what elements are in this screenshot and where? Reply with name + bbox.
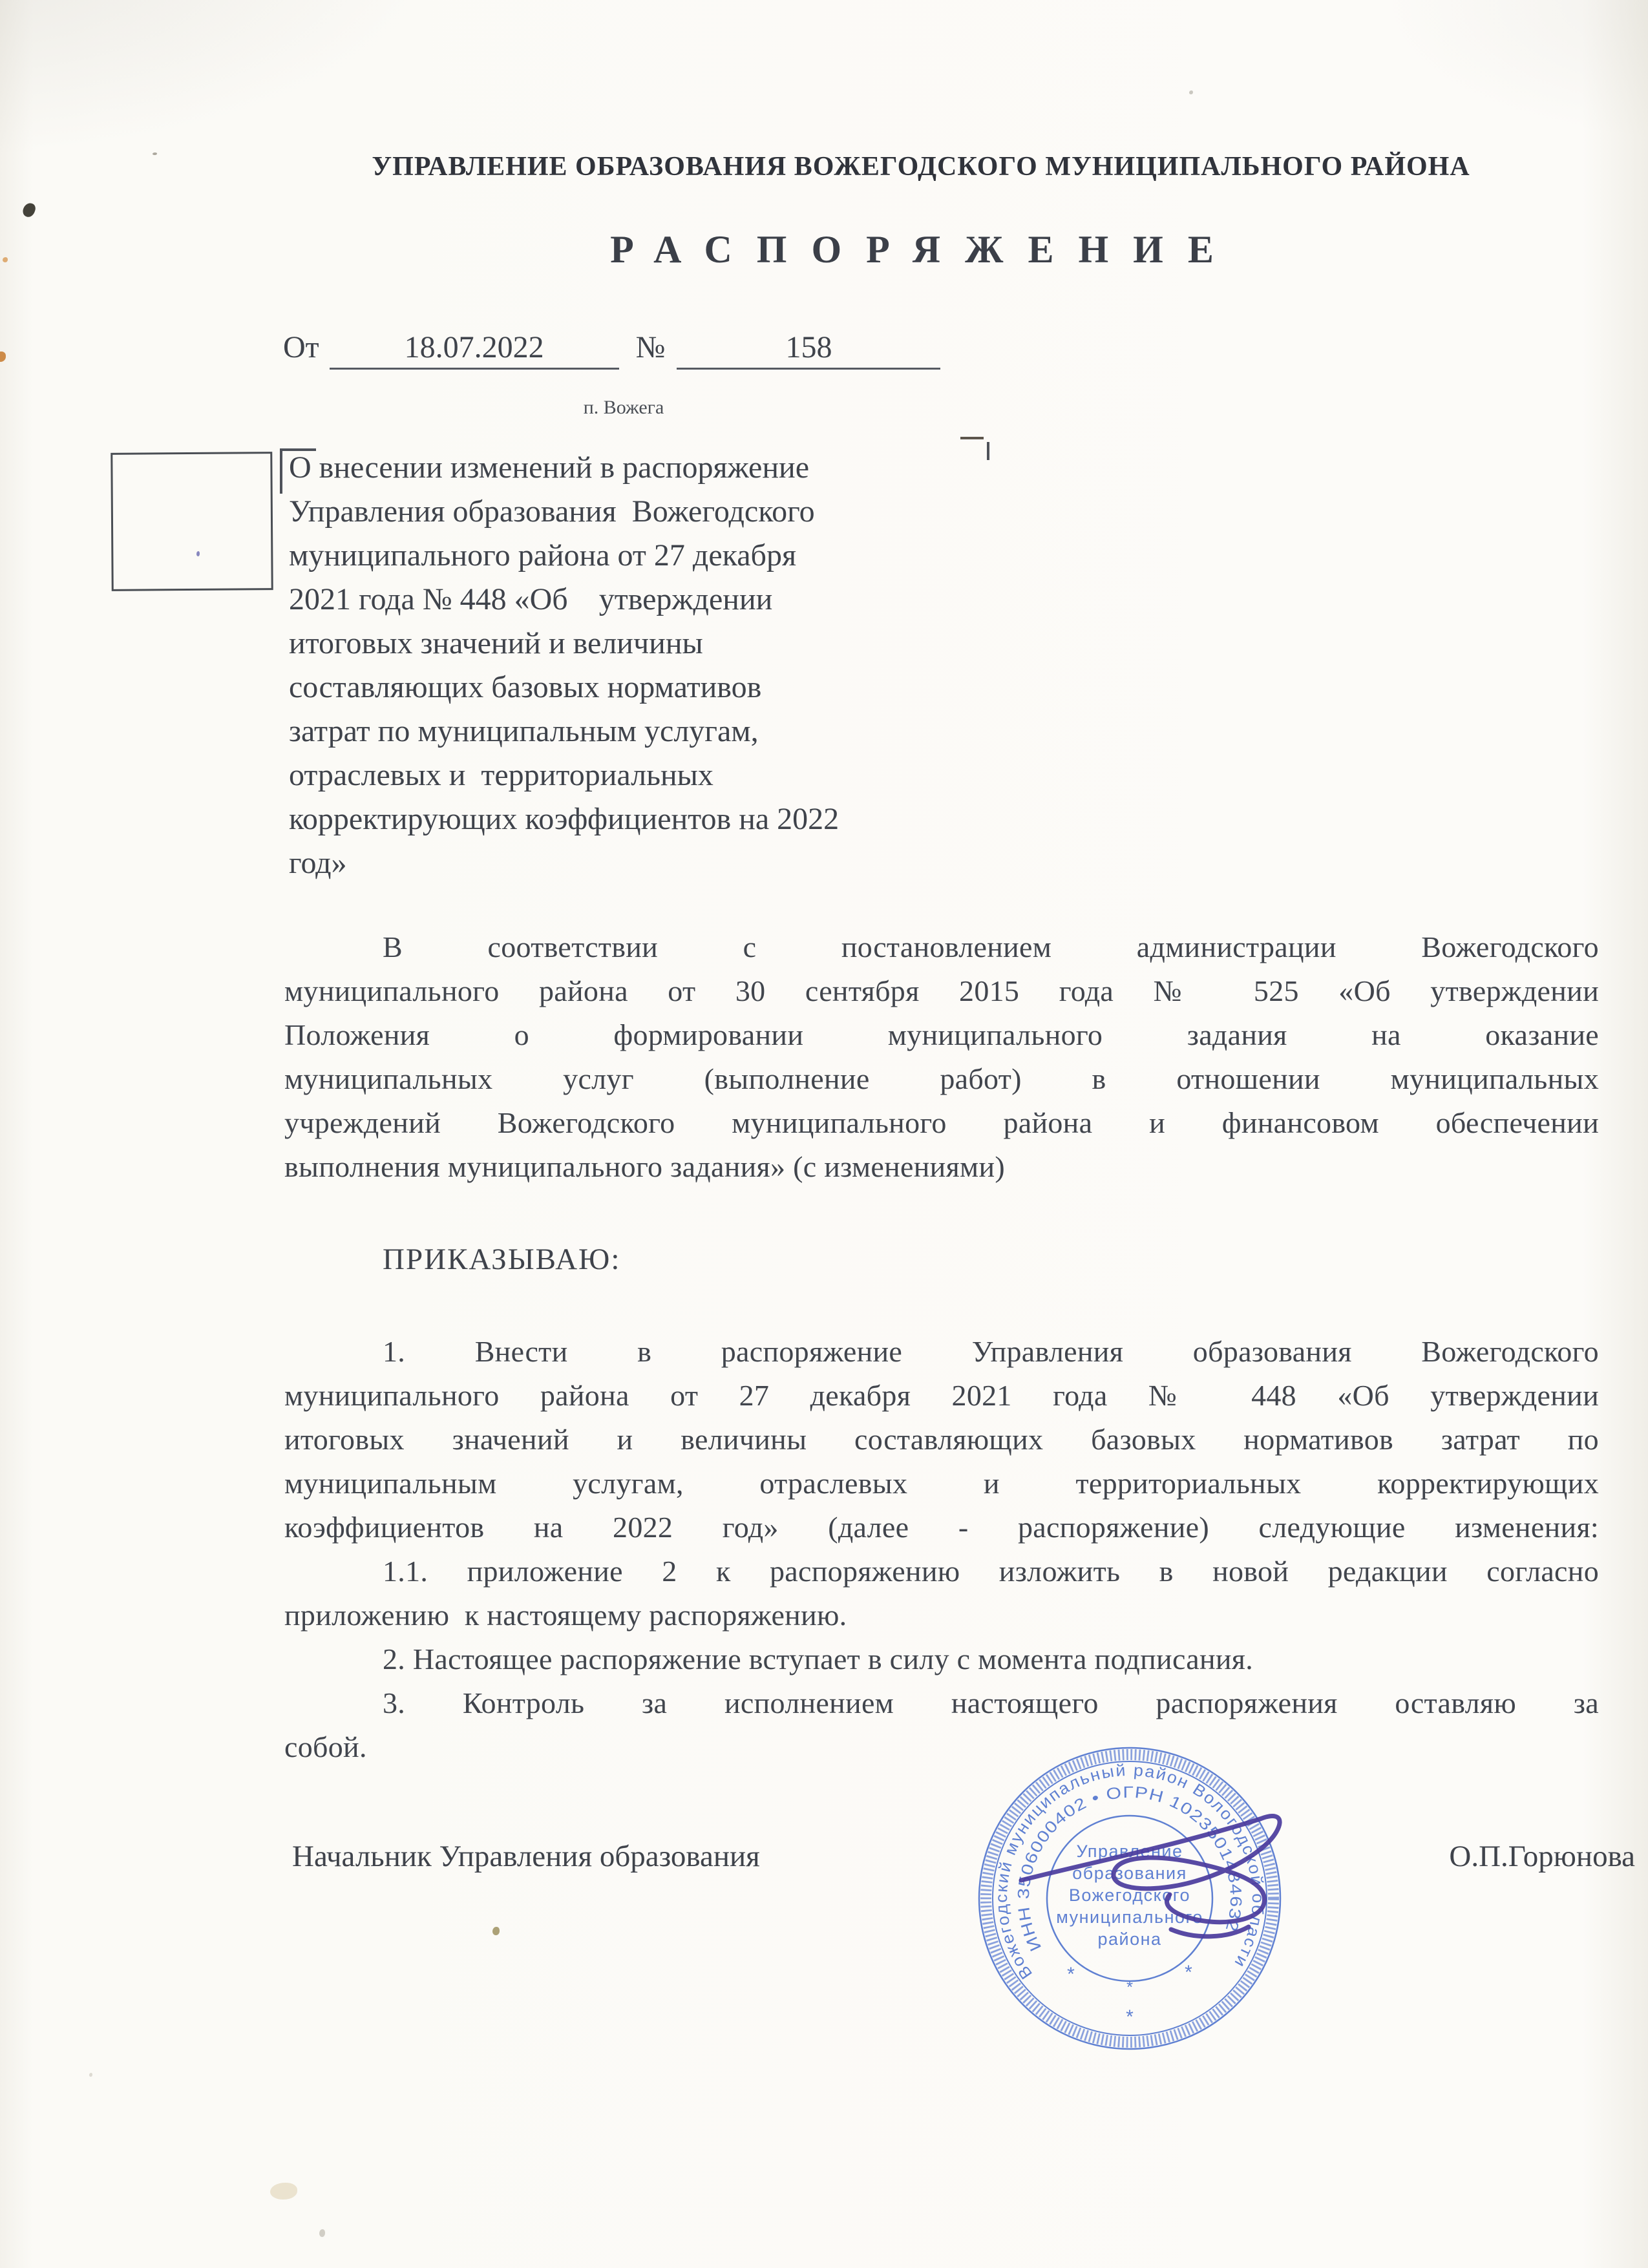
number-value: 158 bbox=[785, 330, 832, 364]
place-line: п. Вожега bbox=[583, 397, 664, 418]
stamp-asterisk: * bbox=[1126, 2006, 1134, 2028]
stamp-center-line: Управление bbox=[1076, 1842, 1183, 1861]
signer-position: Начальник Управления образования bbox=[292, 1840, 760, 1873]
body-line: собой. bbox=[284, 1730, 367, 1763]
subject-line: Управления образования Вожегодского bbox=[289, 494, 815, 529]
stamp-reg-text: ИНН 3506000402 • ОГРН 1023501484632 bbox=[1014, 1783, 1245, 1955]
scan-speck bbox=[270, 2183, 297, 2200]
scan-speck bbox=[3, 257, 8, 262]
stamp-ring-text: Вожегодский муниципальный район Вологодской области bbox=[992, 1761, 1267, 1982]
body-line: Положения о формировании муниципального задания на оказание bbox=[284, 1018, 1599, 1051]
body-line: муниципального района от 30 сентября 2015 года № 525 «Об утверждении bbox=[284, 974, 1599, 1007]
stamp-placeholder-box bbox=[111, 452, 273, 591]
corner-bracket-right-bar bbox=[960, 437, 984, 439]
body-line: муниципальных услуг (выполнение работ) в отношении муниципальных bbox=[284, 1062, 1599, 1095]
scan-speck bbox=[21, 202, 37, 219]
scan-speck bbox=[319, 2229, 325, 2237]
scan-speck bbox=[492, 1927, 500, 1935]
body-line: 1.1. приложение 2 к распоряжению изложить в новой редакции согласно bbox=[383, 1555, 1599, 1588]
subject-block bbox=[289, 446, 1032, 885]
subject-line: затрат по муниципальным услугам, bbox=[289, 714, 759, 748]
body-line: 3. Контроль за исполнением настоящего распоряжения оставляю за bbox=[383, 1686, 1599, 1719]
body-line: 2. Настоящее распоряжение вступает в силу с момента подписания. bbox=[383, 1643, 1254, 1675]
signature-row bbox=[292, 1839, 1635, 1874]
intro-paragraph bbox=[284, 925, 1599, 1189]
subject-line: 2021 года № 448 «Об утверждении bbox=[289, 582, 773, 616]
body-line: 1. Внести в распоряжение Управления образования Вожегодского bbox=[383, 1335, 1599, 1368]
subject-line: О внесении изменений в распоряжение bbox=[289, 450, 810, 485]
number-label: № bbox=[635, 330, 666, 364]
body-line: муниципальным услугам, отраслевых и территориальных корректирующих bbox=[284, 1467, 1599, 1500]
body-line: В соответствии с постановлением администрации Вожегодского bbox=[383, 930, 1599, 963]
organization-header: УПРАВЛЕНИЕ ОБРАЗОВАНИЯ ВОЖЕГОДСКОГО МУНИЦИПАЛЬНОГО РАЙОНА bbox=[372, 152, 1470, 182]
stamp-asterisk: * bbox=[1185, 1962, 1192, 1983]
signer-name: О.П.Горюнова bbox=[1449, 1840, 1635, 1873]
number-field bbox=[677, 330, 940, 370]
scan-speck bbox=[1189, 90, 1193, 94]
body-line: приложению к настоящему распоряжению. bbox=[284, 1599, 847, 1632]
subject-line: составляющих базовых нормативов bbox=[289, 670, 762, 704]
order-word: ПРИКАЗЫВАЮ: bbox=[383, 1243, 621, 1276]
scan-speck bbox=[0, 352, 6, 362]
scan-speck bbox=[89, 2073, 92, 2077]
item-1-1-paragraph bbox=[284, 1549, 1599, 1637]
body-line: выполнения муниципального задания» (с изменениями) bbox=[284, 1150, 1005, 1183]
subject-line: год» bbox=[289, 846, 347, 880]
item-1-paragraph bbox=[284, 1330, 1599, 1549]
body-line: итоговых значений и величины составляющих базовых нормативов затрат по bbox=[284, 1423, 1599, 1456]
scan-speck bbox=[153, 152, 157, 155]
subject-line: муниципального района от 27 декабря bbox=[289, 538, 797, 572]
subject-line: корректирующих коэффициентов на 2022 bbox=[289, 802, 840, 836]
stamp-center-line: района bbox=[1097, 1929, 1162, 1949]
stamp-asterisk: * bbox=[1126, 1977, 1134, 1997]
date-value: 18.07.2022 bbox=[404, 330, 544, 364]
body-line: учреждений Вожегодского муниципального района и финансовом обеспечении bbox=[284, 1106, 1599, 1139]
subject-line: итоговых значений и величины bbox=[289, 626, 703, 660]
date-field bbox=[330, 330, 619, 370]
date-label: От bbox=[283, 330, 319, 364]
body-line: коэффициентов на 2022 год» (далее - распоряжение) следующие изменения: bbox=[284, 1511, 1599, 1544]
stamp-asterisk: * bbox=[1067, 1964, 1075, 1985]
subject-line: отраслевых и территориальных bbox=[289, 758, 713, 792]
stamp-center-line: образования bbox=[1072, 1864, 1187, 1883]
stamp-center-line: Вожегодского bbox=[1068, 1885, 1191, 1905]
body-line: муниципального района от 27 декабря 2021 года № 448 «Об утверждении bbox=[284, 1379, 1599, 1412]
date-number-line bbox=[283, 330, 940, 370]
item-3-paragraph bbox=[284, 1681, 1599, 1769]
item-2-paragraph bbox=[284, 1637, 1599, 1681]
stamp-center-line: муниципального bbox=[1056, 1907, 1203, 1927]
handwritten-signature bbox=[982, 1783, 1383, 1977]
document-title: РАСПОРЯЖЕНИЕ bbox=[610, 228, 1238, 271]
